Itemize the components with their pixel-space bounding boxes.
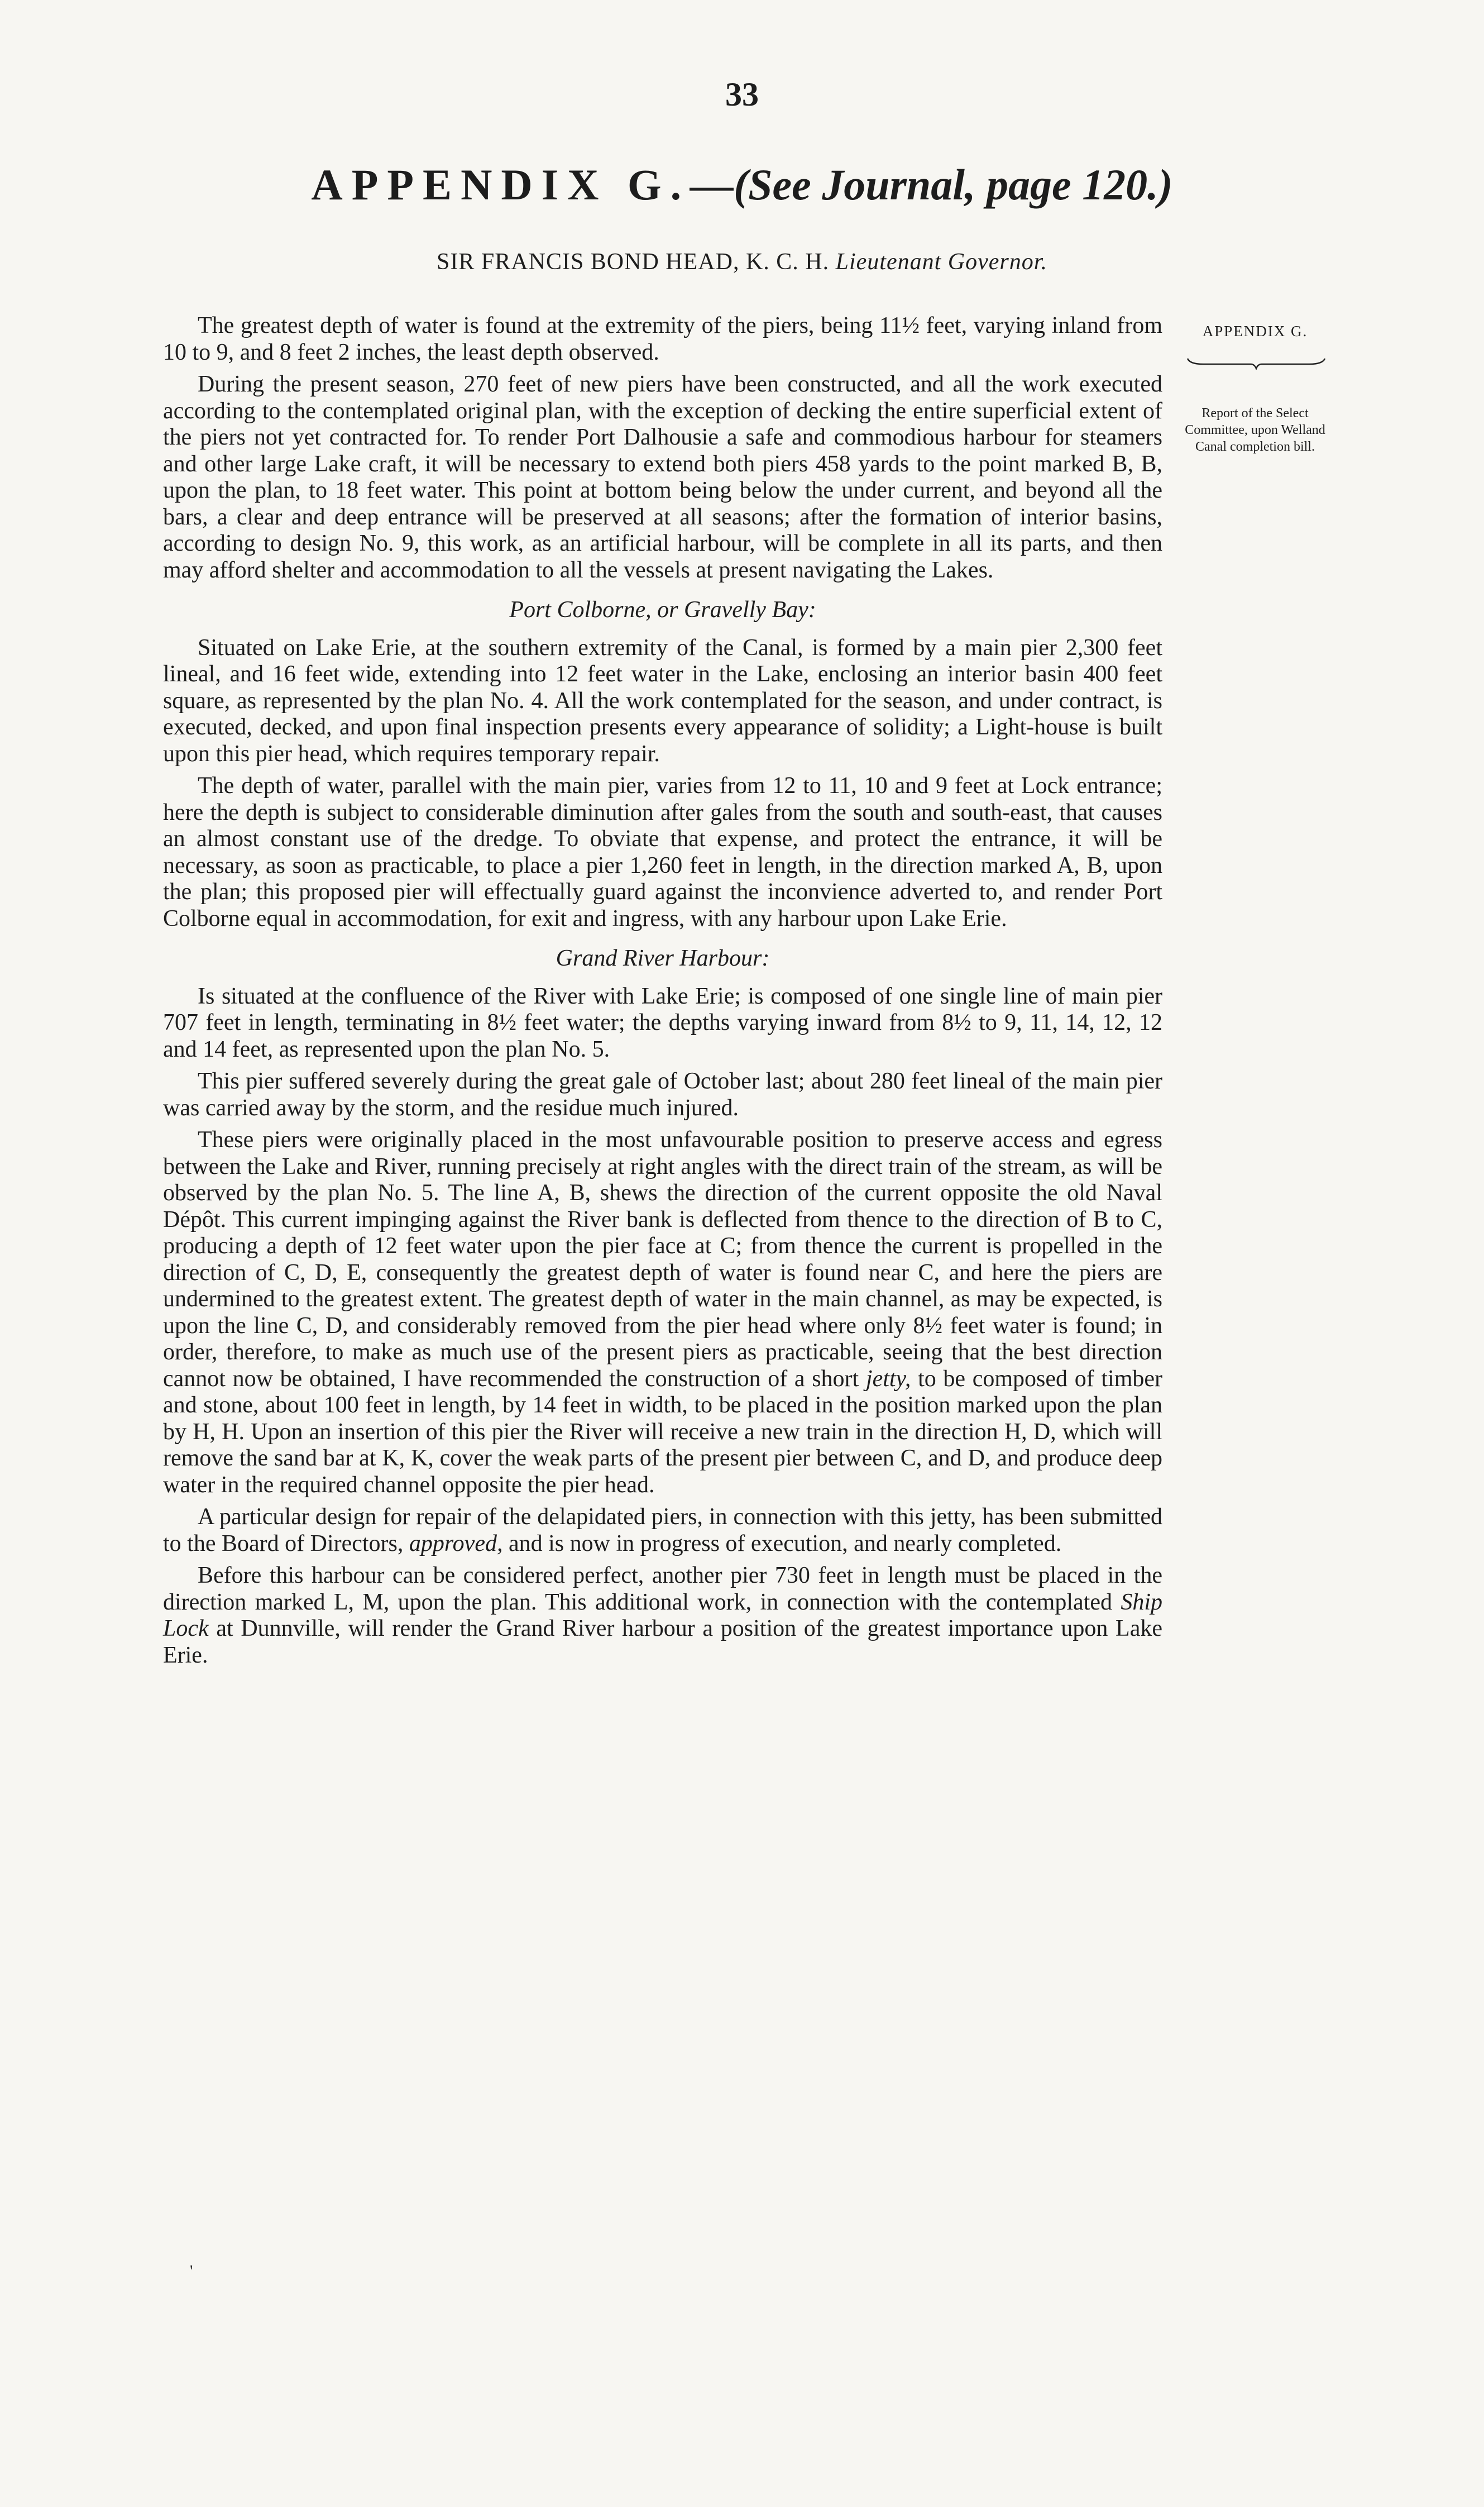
paragraph: During the present season, 270 feet of new piers have been constructed, and all the work executed according to the contemplated original plan, with the exception of decking the entire superficial extent of the piers not yet contracted for. To render Port Dalhousie a safe and commodious harbour for steamers and other large Lake craft, it will be necessary to extend both piers 458 yards to the point marked B, B, upon the plan, to 18 feet water. This point at bottom being below the under current, and beyond all the bars, a clear and deep entrance will be preserved at all seasons; after the formation of interior basins, according to design No. 9, this work, as an artificial harbour, will be complete in all its parts, and then may afford shelter and accommodation to all the vessels at present navigating the Lakes. bbox=[163, 371, 1162, 583]
section-heading-grand-river: Grand River Harbour: bbox=[556, 946, 770, 971]
paragraph-text: A particular design for repair of the delapidated piers, in connection with this jetty, has been submitted to the Board of Directors, bbox=[163, 1504, 1162, 1556]
paragraph: This pier suffered severely during the great gale of October last; about 280 feet lineal of the main pier was carried away by the storm, and the residue much injured. bbox=[163, 1068, 1162, 1121]
paragraph: Situated on Lake Erie, at the southern extremity of the Canal, is formed by a main pier 2,300 feet lineal, and 16 feet wide, extending into 12 feet water in the Lake, enclosing an interior basin 400 feet square, as represented by the plan No. 4. All the work contemplated for the season, and under contract, is executed, decked, and upon final inspection presents every appearance of solidity; a Light-house is built upon this pier head, which requires temporary repair. bbox=[163, 634, 1162, 767]
governor-title: Lieutenant Governor. bbox=[835, 249, 1047, 275]
paragraph-text: and is now in progress of execution, and nearly completed. bbox=[502, 1530, 1062, 1556]
paragraph: Is situated at the confluence of the River with Lake Erie; is composed of one single line of main pier 707 feet in length, terminating in 8½ feet water; the depths varying inward from 8½ to 9, 11, 14, 12, 12 and 14 feet, as represented upon the plan No. 5. bbox=[163, 983, 1162, 1062]
appendix-heading bbox=[0, 160, 1484, 209]
governor-line bbox=[0, 249, 1484, 275]
appendix-label: APPENDIX G. bbox=[311, 160, 691, 209]
paragraph-text: Before this harbour can be considered perfect, another pier 730 feet in length must be placed in the direction marked L, M, upon the plan. This additional work, in connection with the contemplated bbox=[163, 1563, 1162, 1615]
margin-brace-icon bbox=[1186, 357, 1326, 370]
margin-appendix-label: APPENDIX G. bbox=[1202, 323, 1308, 340]
paragraph: The depth of water, parallel with the main pier, varies from 12 to 11, 10 and 9 feet at Lock entrance; here the depth is subject to considerable diminution after gales from the south and south-east, that causes an almost constant use of the dredge. To obviate that expense, and protect the entrance, it will be necessary, as soon as practicable, to place a pier 1,260 feet in length, in the direction marked A, B, upon the plan; this proposed pier will effectually guard against the inconvience adverted to, and render Port Colborne equal in accommodation, for exit and ingress, with any harbour upon Lake Erie. bbox=[163, 773, 1162, 932]
section-heading-port-colborne: Port Colborne, or Gravelly Bay: bbox=[509, 597, 816, 623]
paragraph-text: at Dunnville, will render the Grand River harbour a position of the greatest importance upon Lake Erie. bbox=[163, 1616, 1162, 1668]
page-number: 33 bbox=[725, 76, 759, 113]
stray-mark: ' bbox=[190, 2262, 193, 2280]
document-body bbox=[163, 313, 1162, 1669]
paragraph bbox=[163, 1127, 1162, 1498]
governor-name: SIR FRANCIS BOND HEAD, K. C. H. bbox=[437, 249, 830, 275]
paragraph bbox=[163, 1563, 1162, 1669]
paragraph-text: to be composed of timber and stone, about 100 feet in length, by 14 feet in width, to be placed in the position marked upon the plan by H, H. Upon an insertion of this pier the River will receive a new train in the direction H, D, which will remove the sand bar at K, K, cover the weak parts of the present pier between C, and D, and produce deep water in the required channel opposite the pier head. bbox=[163, 1365, 1163, 1498]
paragraph bbox=[163, 1504, 1162, 1557]
emphasis-approved: approved, bbox=[409, 1530, 503, 1556]
paragraph-text: These piers were originally placed in the most unfavourable position to preserve access and egress between the Lake and River, running precisely at right angles with the direct train of the stream, as will be observed by the plan No. 5. The line A, B, shews the direction of the current opposite the old Naval Dépôt. This current impinging against the River bank is deflected from thence to the direction of B to C, producing a depth of 12 feet water upon the pier face at C; from thence the current is propelled in the direction of C, D, E, consequently the greatest depth of water is found near C, and here the piers are undermined to the greatest extent. The greatest depth of water in the main channel, as may be expected, is upon the line C, D, and considerably removed from the pier head where only 8½ feet water is found; in order, therefore, to make as much use of the present piers as practicable, seeing that the best direction cannot now be obtained, I have recommended the construction of a short bbox=[163, 1127, 1162, 1392]
emphasis-jetty: jetty, bbox=[865, 1365, 911, 1392]
margin-note: Report of the Select Committee, upon Welland Canal completion bill. bbox=[1185, 406, 1325, 454]
emphasis-ship-lock: Ship Lock bbox=[163, 1589, 1162, 1641]
journal-reference: —(See Journal, page 120.) bbox=[690, 160, 1173, 209]
paragraph: The greatest depth of water is found at the extremity of the piers, being 11½ feet, varying inland from 10 to 9, and 8 feet 2 inches, the least depth observed. bbox=[163, 313, 1162, 365]
